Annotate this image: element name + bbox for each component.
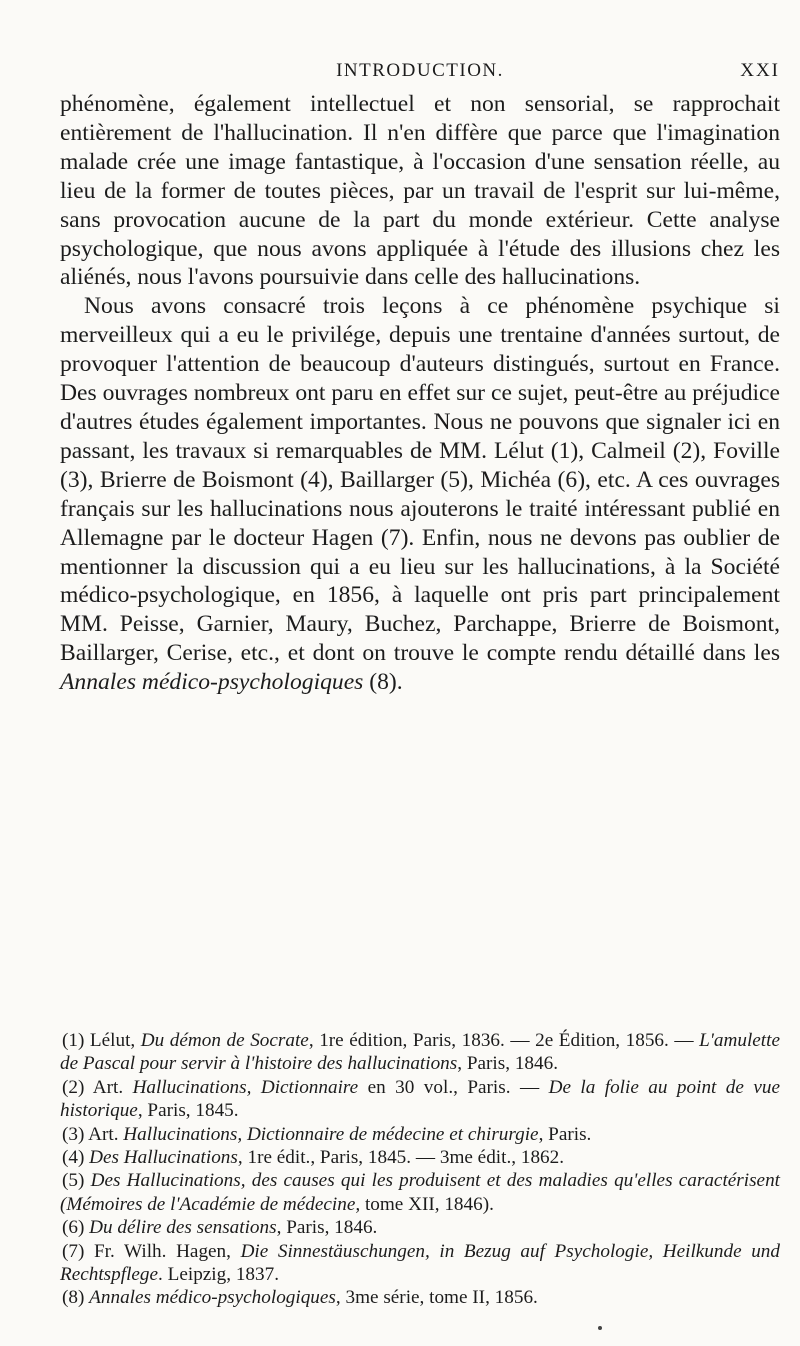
footnote-text: (4)	[62, 1147, 90, 1169]
footnote-text: (1) Lélut,	[62, 1030, 141, 1051]
footnote-italic: De la folie au point de vue historique	[60, 1076, 780, 1122]
footnote-6	[60, 1216, 780, 1239]
footnote-2	[60, 1076, 780, 1123]
footnote-text: (7) Fr. Wilh. Hagen,	[62, 1240, 241, 1262]
footnote-text: , 1re édit., Paris, 1845. — 3me édit., 1862.	[237, 1147, 565, 1169]
footnote-text: , Paris, 1846.	[276, 1217, 378, 1239]
running-title: INTRODUCTION.	[336, 60, 504, 81]
footnote-italic: Des Hallucinations	[89, 1147, 238, 1169]
footnote-1	[60, 1029, 780, 1076]
print-speck	[598, 1326, 602, 1330]
footnote-text: , 3me série, tome II, 1856.	[335, 1287, 538, 1309]
footnote-italic: Annales médico-psychologiques	[89, 1287, 336, 1309]
paragraph-hallucinations	[60, 292, 780, 697]
footnote-italic: Hallucinations, Dictionnaire	[132, 1076, 359, 1098]
footnote-4	[60, 1146, 780, 1169]
page-number: XXI	[740, 60, 780, 81]
footnote-ref: (8).	[363, 669, 403, 696]
footnote-italic: Du démon de Socrate	[140, 1030, 309, 1051]
footnote-text: (3) Art.	[62, 1123, 124, 1145]
footnote-text: (8)	[62, 1287, 90, 1309]
footnote-5	[60, 1169, 780, 1216]
main-text	[60, 90, 780, 697]
footnote-text: (6)	[62, 1217, 90, 1239]
footnote-7	[60, 1240, 780, 1287]
footnote-italic: L'amulette de Pascal pour servir à l'histoire des hallucinations	[60, 1030, 780, 1075]
footnote-text: (5)	[62, 1170, 91, 1192]
footnote-italic: Du délire des sensations	[89, 1217, 277, 1239]
footnote-text: , Paris, 1846.	[457, 1053, 558, 1075]
footnote-text: en 30 vol., Paris. —	[358, 1076, 549, 1098]
footnotes	[60, 1029, 780, 1310]
footnote-text: , Paris.	[538, 1123, 592, 1145]
footnote-italic: Des Hallucinations, des causes qui les produisent et des maladies qu'elles caractérisent (Mémoires de l'Académie de médecine,	[60, 1170, 780, 1215]
journal-title: Annales médico-psychologiques	[60, 669, 364, 696]
footnote-italic: Hallucinations, Dictionnaire de médecine et chirurgie	[123, 1123, 539, 1145]
footnote-text: (2) Art.	[62, 1076, 133, 1098]
footnote-italic: Die Sinnestäuschungen, in Bezug auf Psychologie, Heilkunde und Rechtspflege	[60, 1240, 780, 1286]
footnote-8	[60, 1286, 780, 1309]
running-header	[60, 60, 780, 90]
footnote-text: . Leipzig, 1837.	[158, 1264, 279, 1286]
paragraph-text: Nous avons consacré trois leçons à ce phénomène psychique si merveilleux qui a eu le privilége, depuis une trentaine d'années surtout, de provoquer l'attention de beaucoup d'auteurs distingués, surtout en France. Des ouvrages nombreux ont paru en effet sur ce sujet, peut-être au préjudice d'autres études également importantes. Nous ne pouvons que signaler ici en passant, les travaux si remarquables de MM. Lélut (1), Calmeil (2), Foville (3), Brierre de Boismont (4), Baillarger (5), Michéa (6), etc. A ces ouvrages français sur les hallucinations nous ajouterons le traité intéressant publié en Allemagne par le docteur Hagen (7). Enfin, nous ne devons pas oublier de mentionner la discussion qui a eu lieu sur les hallucinations, à la Société médico-psychologique, en 1856, à laquelle ont pris part principalement MM. Peisse, Garnier, Maury, Buchez, Parchappe, Brierre de Boismont, Baillarger, Cerise, etc., et dont on trouve le compte rendu détaillé dans les	[60, 293, 780, 667]
footnote-text: , 1re édition, Paris, 1836. — 2e Édition, 1856. —	[308, 1030, 700, 1051]
footnote-3	[60, 1123, 780, 1146]
paragraph-continuation: phénomène, également intellectuel et non sensorial, se rapprochait entièrement de l'hallucination. Il n'en diffère que parce que l'imagination malade crée une image fantastique, à l'occasion d'une sensation réelle, au lieu de la former de toutes pièces, par un travail de l'esprit sur lui-même, sans provocation aucune de la part du monde extérieur. Cette analyse psychologique, que nous avons appliquée à l'étude des illusions chez les aliénés, nous l'avons poursuivie dans celle des hallucinations.	[60, 91, 780, 291]
footnote-text: , Paris, 1845.	[137, 1100, 239, 1122]
footnote-text: tome XII, 1846).	[360, 1193, 494, 1215]
